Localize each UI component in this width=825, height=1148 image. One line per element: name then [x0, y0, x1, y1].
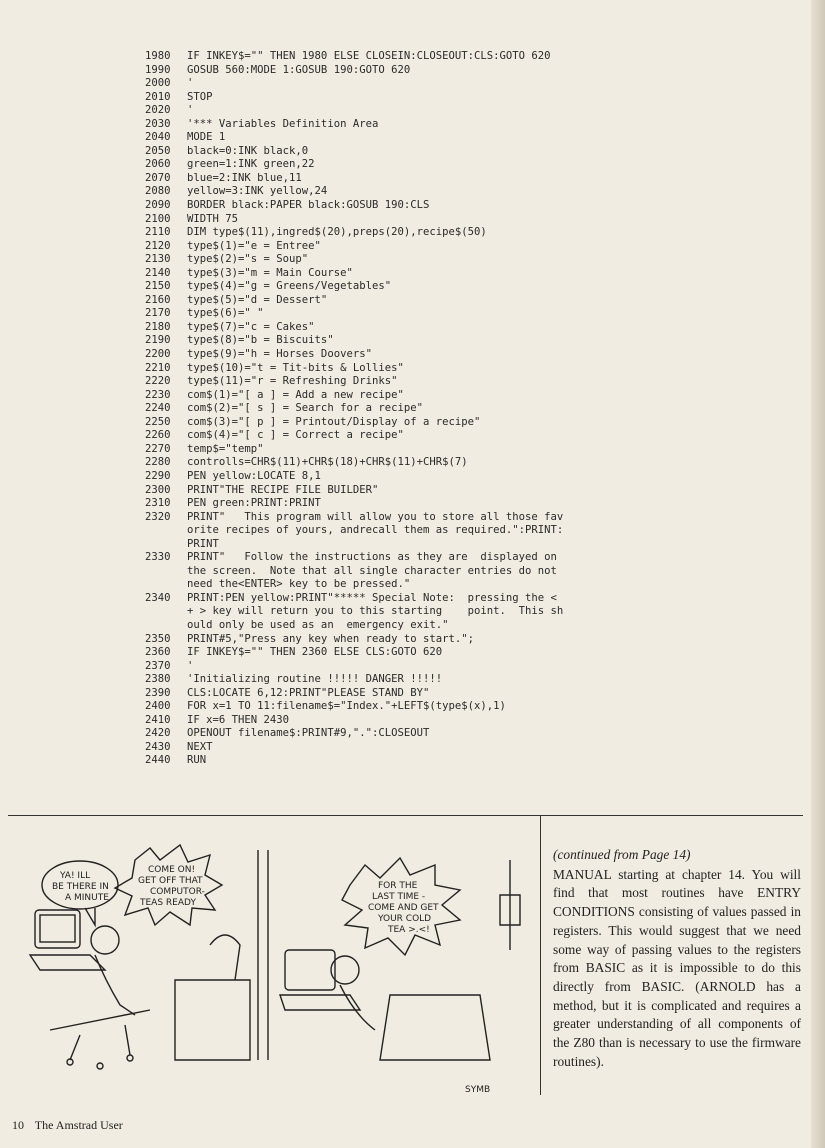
- vertical-divider: [540, 815, 541, 1095]
- monitor-2: [285, 950, 335, 990]
- chair: [50, 1010, 150, 1060]
- doorway-2: [380, 995, 490, 1060]
- cartoon-illustration: [10, 830, 535, 1100]
- code-statement: RUN: [187, 754, 207, 767]
- balloon3-line: YOUR COLD: [378, 914, 432, 924]
- code-line: [145, 104, 675, 118]
- code-line: [145, 199, 675, 213]
- code-line: [145, 226, 675, 240]
- code-line: [145, 267, 675, 281]
- line-number: 2250: [145, 415, 171, 428]
- line-number: 2280: [145, 456, 171, 469]
- line-number: 2300: [145, 483, 171, 496]
- code-statement: GOSUB 560:MODE 1:GOSUB 190:GOTO 620: [187, 63, 411, 76]
- code-statement: NEXT: [187, 740, 213, 753]
- code-line: [145, 240, 675, 254]
- code-statement: type$(4)="g = Greens/Vegetables": [187, 280, 392, 293]
- line-number: 2430: [145, 740, 171, 753]
- line-number: 2400: [145, 700, 171, 713]
- code-statement: ': [187, 659, 194, 672]
- code-statement: IF x=6 THEN 2430: [187, 713, 290, 726]
- second-person: [210, 935, 240, 980]
- code-line: [145, 443, 675, 457]
- line-number: 2380: [145, 673, 171, 686]
- lamp: [500, 860, 520, 950]
- code-statement: black=0:INK black,0: [187, 144, 309, 157]
- code-line: [145, 673, 675, 687]
- balloon3-line: TEA >.<!: [388, 925, 430, 935]
- line-number: 2110: [145, 226, 171, 239]
- line-number: 2080: [145, 185, 171, 198]
- code-line: [145, 118, 675, 132]
- balloon3-line: COME AND GET: [368, 903, 439, 913]
- code-statement: PEN green:PRINT:PRINT: [187, 497, 321, 510]
- line-number: 2060: [145, 158, 171, 171]
- line-number: 2260: [145, 429, 171, 442]
- line-number: 2290: [145, 469, 171, 482]
- sidebar-article: [553, 846, 801, 1071]
- code-line: [145, 429, 675, 443]
- code-line: [145, 64, 675, 78]
- code-line: [145, 213, 675, 227]
- code-statement: temp$="temp": [187, 442, 264, 455]
- line-number: 2090: [145, 199, 171, 212]
- code-line: [145, 714, 675, 728]
- code-line: [145, 484, 675, 498]
- line-number: 2360: [145, 646, 171, 659]
- line-number: 2230: [145, 388, 171, 401]
- code-statement: '*** Variables Definition Area: [187, 117, 379, 130]
- code-line: [145, 321, 675, 335]
- code-statement: com$(2)="[ s ] = Search for a recipe": [187, 402, 423, 415]
- code-statement: PRINT"THE RECIPE FILE BUILDER": [187, 483, 379, 496]
- balloon2-line: COME ON!: [148, 865, 196, 875]
- line-number: 2190: [145, 334, 171, 347]
- code-line: [145, 389, 675, 403]
- line-number: 2120: [145, 239, 171, 252]
- code-line: [145, 307, 675, 321]
- line-number: 2170: [145, 307, 171, 320]
- continued-note: (continued from Page 14): [553, 847, 691, 862]
- code-line: [145, 551, 675, 592]
- code-statement: PRINT" Follow the instructions as they are displayed on the screen. Note that all single character entries do not need the<ENTER> key to be pressed.": [187, 551, 557, 591]
- code-line: [145, 172, 675, 186]
- person-head: [91, 926, 119, 954]
- balloon2-line: TEAS READY: [140, 898, 196, 908]
- code-statement: type$(3)="m = Main Course": [187, 266, 353, 279]
- code-line: [145, 646, 675, 660]
- line-number: 2100: [145, 212, 171, 225]
- code-line: [145, 416, 675, 430]
- line-number: 2020: [145, 104, 171, 117]
- code-line: [145, 660, 675, 674]
- code-line: [145, 77, 675, 91]
- code-statement: type$(7)="c = Cakes": [187, 320, 315, 333]
- line-number: 2390: [145, 686, 171, 699]
- code-line: [145, 497, 675, 511]
- code-line: [145, 402, 675, 416]
- code-line: [145, 754, 675, 768]
- basic-program-listing: [145, 50, 675, 768]
- code-statement: blue=2:INK blue,11: [187, 171, 302, 184]
- code-statement: PRINT:PEN yellow:PRINT"***** Special Note: pressing the < + > key will return you to this starting point. This sh ould only be used as an emergency exit.": [187, 591, 564, 631]
- balloon2-line: GET OFF THAT: [138, 876, 203, 886]
- code-statement: type$(2)="s = Soup": [187, 253, 309, 266]
- code-statement: type$(1)="e = Entree": [187, 239, 321, 252]
- code-statement: CLS:LOCATE 6,12:PRINT"PLEASE STAND BY": [187, 686, 430, 699]
- page-footer: [12, 1118, 123, 1133]
- code-statement: type$(6)=" ": [187, 307, 264, 320]
- horizontal-divider: [8, 815, 803, 816]
- code-statement: MODE 1: [187, 131, 226, 144]
- code-statement: PEN yellow:LOCATE 8,1: [187, 469, 321, 482]
- code-statement: PRINT#5,"Press any key when ready to start.";: [187, 632, 475, 645]
- code-line: [145, 185, 675, 199]
- line-number: 2180: [145, 320, 171, 333]
- line-number: 2420: [145, 727, 171, 740]
- code-line: [145, 280, 675, 294]
- code-line: [145, 348, 675, 362]
- code-line: [145, 700, 675, 714]
- code-statement: ': [187, 104, 194, 117]
- code-statement: type$(9)="h = Horses Doovers": [187, 348, 372, 361]
- line-number: 2140: [145, 266, 171, 279]
- code-line: [145, 50, 675, 64]
- code-line: [145, 741, 675, 755]
- person-body: [95, 955, 135, 1015]
- balloon2-line: COMPUTOR-: [150, 887, 205, 897]
- code-line: [145, 592, 675, 633]
- line-number: 2200: [145, 348, 171, 361]
- code-statement: WIDTH 75: [187, 212, 239, 225]
- code-line: [145, 334, 675, 348]
- line-number: 2440: [145, 754, 171, 767]
- code-statement: com$(4)="[ c ] = Correct a recipe": [187, 429, 404, 442]
- code-statement: type$(11)="r = Refreshing Drinks": [187, 375, 398, 388]
- line-number: 2310: [145, 497, 171, 510]
- balloon3-line: FOR THE: [378, 881, 418, 891]
- code-line: [145, 470, 675, 484]
- line-number: 2340: [145, 591, 171, 604]
- code-statement: IF INKEY$="" THEN 2360 ELSE CLS:GOTO 620: [187, 646, 443, 659]
- code-statement: com$(1)="[ a ] = Add a new recipe": [187, 388, 404, 401]
- code-line: [145, 362, 675, 376]
- artist-signature: SYMB: [465, 1085, 491, 1095]
- code-statement: BORDER black:PAPER black:GOSUB 190:CLS: [187, 199, 430, 212]
- line-number: 2050: [145, 144, 171, 157]
- line-number: 2370: [145, 659, 171, 672]
- code-statement: type$(10)="t = Tit-bits & Lollies": [187, 361, 404, 374]
- line-number: 2150: [145, 280, 171, 293]
- line-number: 2130: [145, 253, 171, 266]
- line-number: 2030: [145, 117, 171, 130]
- monitor-screen: [40, 915, 75, 942]
- line-number: 2240: [145, 402, 171, 415]
- code-line: [145, 375, 675, 389]
- page-edge: [811, 0, 825, 1148]
- line-number: 2040: [145, 131, 171, 144]
- line-number: 2410: [145, 713, 171, 726]
- code-line: [145, 633, 675, 647]
- code-statement: STOP: [187, 90, 213, 103]
- sidebar-body: MANUAL starting at chapter 14. You will find that most routines have ENTRY CONDITIONS consisting of values passed in registers. This would suggest that we need some way of passing values to the registers from BASIC as it is impossible to do this directly from BASIC. (ARNOLD has a method, but it is complicated and requires a greater understanding of all components of the Z80 than is necessary to use the firmware routines).: [553, 866, 801, 1069]
- line-number: 2320: [145, 510, 171, 523]
- code-statement: 'Initializing routine !!!!! DANGER !!!!!: [187, 673, 443, 686]
- line-number: 2210: [145, 361, 171, 374]
- code-statement: FOR x=1 TO 11:filename$="Index."+LEFT$(type$(x),1): [187, 700, 506, 713]
- balloon1-line: A MINUTE: [65, 893, 109, 903]
- code-statement: IF INKEY$="" THEN 1980 ELSE CLOSEIN:CLOSEOUT:CLS:GOTO 620: [187, 50, 551, 62]
- code-line: [145, 145, 675, 159]
- line-number: 2220: [145, 375, 171, 388]
- code-statement: yellow=3:INK yellow,24: [187, 185, 328, 198]
- line-number: 2330: [145, 551, 171, 564]
- balloon1-line: BE THERE IN: [52, 882, 109, 892]
- keyboard: [30, 955, 105, 970]
- code-line: [145, 91, 675, 105]
- code-statement: type$(5)="d = Dessert": [187, 293, 328, 306]
- code-line: [145, 158, 675, 172]
- code-statement: DIM type$(11),ingred$(20),preps(20),recipe$(50): [187, 226, 487, 239]
- code-line: [145, 131, 675, 145]
- code-statement: OPENOUT filename$:PRINT#9,".":CLOSEOUT: [187, 727, 430, 740]
- code-line: [145, 294, 675, 308]
- code-statement: com$(3)="[ p ] = Printout/Display of a recipe": [187, 415, 481, 428]
- code-statement: type$(8)="b = Biscuits": [187, 334, 334, 347]
- keyboard-2: [280, 995, 360, 1010]
- page-number: 10: [12, 1118, 24, 1132]
- balloon1-line: YA! ILL: [60, 871, 91, 881]
- code-line: [145, 687, 675, 701]
- balloon3-line: LAST TIME -: [372, 892, 426, 902]
- doorway: [175, 980, 250, 1060]
- line-number: 2160: [145, 293, 171, 306]
- line-number: 1990: [145, 63, 171, 76]
- line-number: 2000: [145, 77, 171, 90]
- code-line: [145, 253, 675, 267]
- code-line: [145, 511, 675, 552]
- code-statement: controlls=CHR$(11)+CHR$(18)+CHR$(11)+CHR$(7): [187, 456, 468, 469]
- code-line: [145, 456, 675, 470]
- code-line: [145, 727, 675, 741]
- code-statement: ': [187, 77, 194, 90]
- code-statement: PRINT" This program will allow you to store all those fav orite recipes of yours, andrecall them as required.":PRINT: PRINT: [187, 510, 564, 550]
- line-number: 1980: [145, 50, 171, 62]
- code-statement: green=1:INK green,22: [187, 158, 315, 171]
- line-number: 2010: [145, 90, 171, 103]
- magazine-name: The Amstrad User: [34, 1118, 123, 1132]
- line-number: 2350: [145, 632, 171, 645]
- line-number: 2070: [145, 171, 171, 184]
- line-number: 2270: [145, 442, 171, 455]
